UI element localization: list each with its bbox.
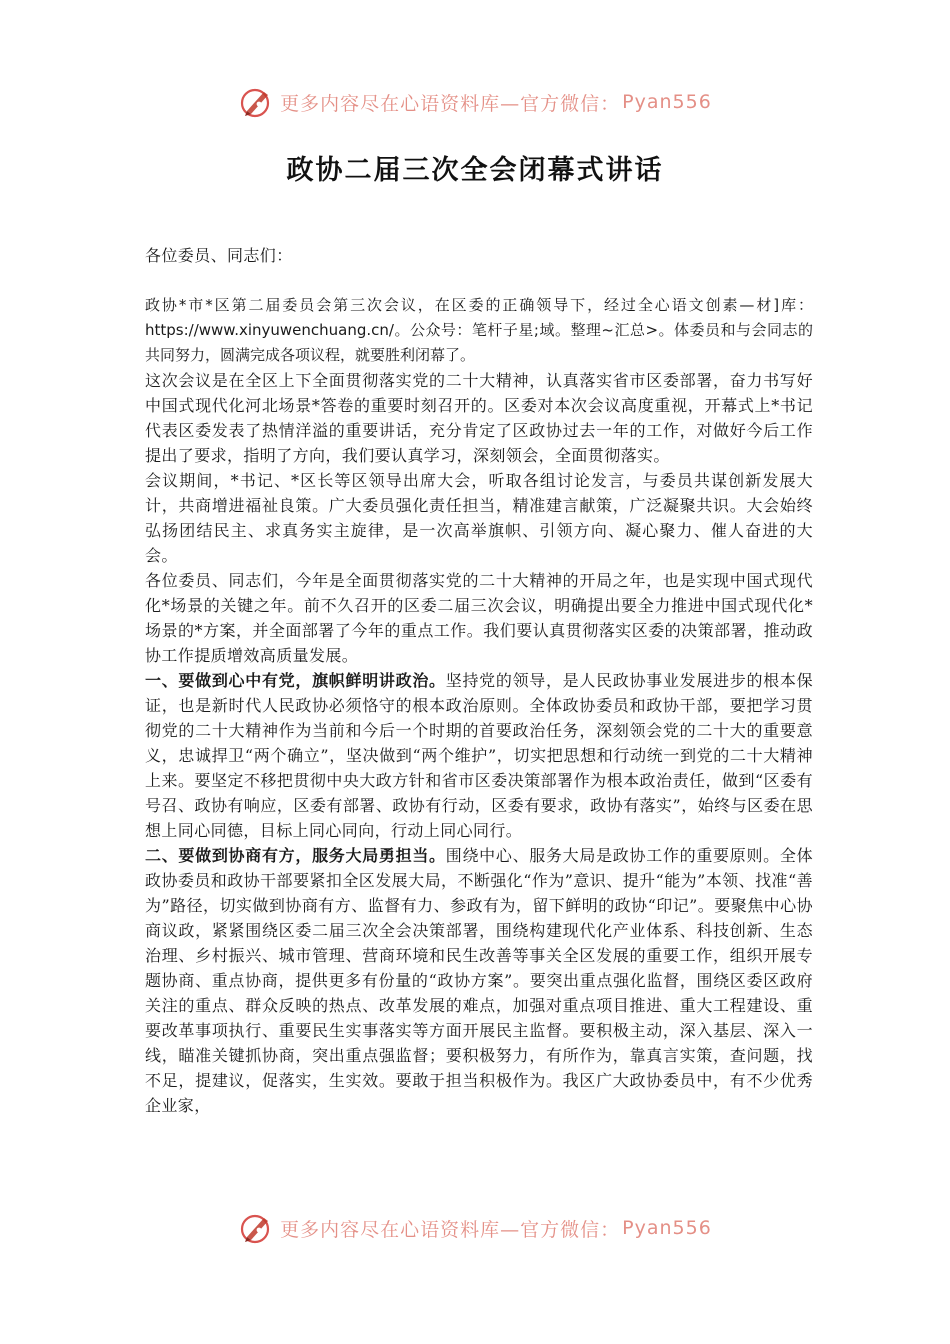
intro-paragraph: 政协*市*区第二届委员会第三次会议，在区委的正确领导下，经过全心语文创素—材]库：https://www.xinyuwenchuang.cn/。公众号：笔杆子星;域。整理~汇总>。体委员和与会同志的共同努力，圆满完成各项议程，就要胜利闭幕了。	[145, 296, 813, 364]
paragraph-2: 会议期间，*书记、*区长等区领导出席大会，听取各组讨论发言，与委员共谋创新发展大计，共商增进福祉良策。广大委员强化责任担当，精准建言献策，广泛凝聚共识。大会始终弘扬团结民主、求真务实主旋律，是一次高举旗帜、引领方向、凝心聚力、催人奋进的大会。	[145, 471, 813, 565]
bottom-watermark-banner	[0, 1208, 950, 1248]
section-1	[145, 668, 813, 843]
paragraph-3: 各位委员、同志们，今年是全面贯彻落实党的二十大精神的开局之年，也是实现中国式现代化*场景的关键之年。前不久召开的区委二届三次会议，明确提出要全力推进中国式现代化*场景的*方案，并全面部署了今年的重点工作。我们要认真贯彻落实区委的决策部署，推动政协工作提质增效高质量发展。	[145, 571, 813, 665]
paragraph-1: 这次会议是在全区上下全面贯彻落实党的二十大精神，认真落实省市区委部署，奋力书写好中国式现代化河北场景*答卷的重要时刻召开的。区委对本次会议高度重视，开幕式上*书记代表区委发表了热情洋溢的重要讲话，充分肯定了区政协过去一年的工作，对做好今后工作提出了要求，指明了方向，我们要认真学习，深刻领会，全面贯彻落实。	[145, 371, 813, 465]
document-body	[145, 243, 813, 1118]
pen-logo-icon	[238, 1210, 274, 1246]
pen-logo-icon	[238, 84, 274, 120]
section-1-body: 坚持党的领导，是人民政协事业发展进步的根本保证，也是新时代人民政协必须恪守的根本政治原则。全体政协委员和政协干部，要把学习贯彻党的二十大精神作为当前和今后一个时期的首要政治任务，深刻领会党的二十大的重要意义，忠诚捍卫“两个确立”，坚决做到“两个维护”，切实把思想和行动统一到党的二十大精神上来。要坚定不移把贯彻中央大政方针和省市区委决策部署作为根本政治责任，做到“区委有号召、政协有响应，区委有部署、政协有行动，区委有要求，政协有落实”，始终与区委在思想上同心同德，目标上同心同向，行动上同心同行。	[145, 671, 813, 840]
section-1-heading: 一、要做到心中有党，旗帜鲜明讲政治。	[145, 671, 446, 690]
banner-text: 更多内容尽在心语资料库—官方微信：	[280, 92, 621, 115]
section-2	[145, 843, 813, 1118]
section-2-body: 围绕中心、服务大局是政协工作的重要原则。全体政协委员和政协干部要紧扣全区发展大局，不断强化“作为”意识、提升“能为”本领、找准“善为”路径，切实做到协商有方、监督有力、参政有为，留下鲜明的政协“印记”。要聚焦中心协商议政，紧紧围绕区委二届三次全会决策部署，围绕构建现代化产业体系、科技创新、生态治理、乡村振兴、城市管理、营商环境和民生改善等事关全区发展的重要工作，组织开展专题协商、重点协商，提供更多有份量的“政协方案”。要突出重点强化监督，围绕区委区政府关注的重点、群众反映的热点、改革发展的难点，加强对重点项目推进、重大工程建设、重要改革事项执行、重要民生实事落实等方面开展民主监督。要积极主动，深入基层、深入一线，瞄准关键抓协商，突出重点强监督；要积极努力，有所作为，靠真言实策，查问题，找不足，提建议，促落实，生实效。要敢于担当积极作为。我区广大政协委员中，有不少优秀企业家，	[145, 846, 813, 1115]
top-watermark-banner	[0, 82, 950, 122]
section-2-heading: 二、要做到协商有方，服务大局勇担当。	[145, 846, 446, 865]
banner-wechat-id: Pyan556	[622, 1217, 712, 1239]
document-title: 政协二届三次全会闭幕式讲话	[286, 155, 664, 186]
banner-text: 更多内容尽在心语资料库—官方微信：	[280, 1218, 621, 1241]
banner-wechat-id: Pyan556	[622, 91, 712, 113]
salutation: 各位委员、同志们：	[145, 246, 293, 265]
